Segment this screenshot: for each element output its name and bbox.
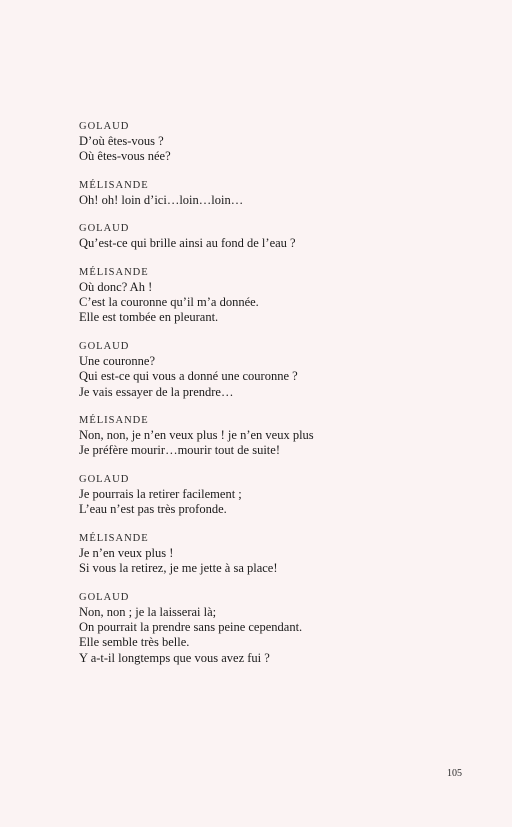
speaker-name: MÉLISANDE [79,532,149,544]
dialogue-block [79,531,479,577]
page-number: 105 [447,768,462,779]
dialogue-block [79,119,479,165]
dialogue-line: Qu’est-ce qui brille ainsi au fond de l’eau ? [79,236,296,251]
dialogue-block [79,339,479,400]
dialogue-line: Elle est tombée en pleurant. [79,310,219,325]
dialogue-line: Qui est-ce qui vous a donné une couronne ? [79,369,298,384]
dialogue-block [79,178,479,208]
dialogue-block [79,472,479,518]
dialogue-line: Où donc? Ah ! [79,279,153,294]
dialogue-line: C’est la couronne qu’il m’a donnée. [79,295,259,310]
speaker-name: GOLAUD [79,340,130,352]
dialogue-line: L’eau n’est pas très profonde. [79,502,227,517]
dialogue-line: Non, non ; je la laisserai là; [79,604,217,619]
dialogue-line: Oh! oh! loin d’ici…loin…loin… [79,192,244,207]
script-text [79,119,479,679]
dialogue-line: Je pourrais la retirer facilement ; [79,486,242,501]
speaker-name: MÉLISANDE [79,415,149,427]
dialogue-line: Si vous la retirez, je me jette à sa place! [79,561,278,576]
speaker-name: GOLAUD [79,121,130,132]
dialogue-block [79,265,479,326]
dialogue-block [79,590,479,667]
dialogue-block [79,221,479,251]
speaker-name: GOLAUD [79,473,130,485]
speaker-name: GOLAUD [79,223,130,235]
speaker-name: MÉLISANDE [79,179,149,191]
speaker-name: MÉLISANDE [79,266,149,278]
dialogue-line: Une couronne? [79,353,156,368]
dialogue-line: On pourrait la prendre sans peine cependant. [79,619,303,634]
dialogue-line: Non, non, je n’en veux plus ! je n’en veux plus [79,428,314,443]
dialogue-line: D’où êtes-vous ? [79,134,164,148]
dialogue-line: Je vais essayer de la prendre… [79,384,234,399]
dialogue-line: Elle semble très belle. [79,635,190,650]
dialogue-block [79,413,479,459]
dialogue-line: Y a-t-il longtemps que vous avez fui ? [79,650,270,665]
dialogue-line: Où êtes-vous née? [79,149,171,164]
dialogue-line: Je n’en veux plus ! [79,545,174,560]
dialogue-line: Je préfère mourir…mourir tout de suite! [79,443,280,458]
speaker-name: GOLAUD [79,591,130,603]
